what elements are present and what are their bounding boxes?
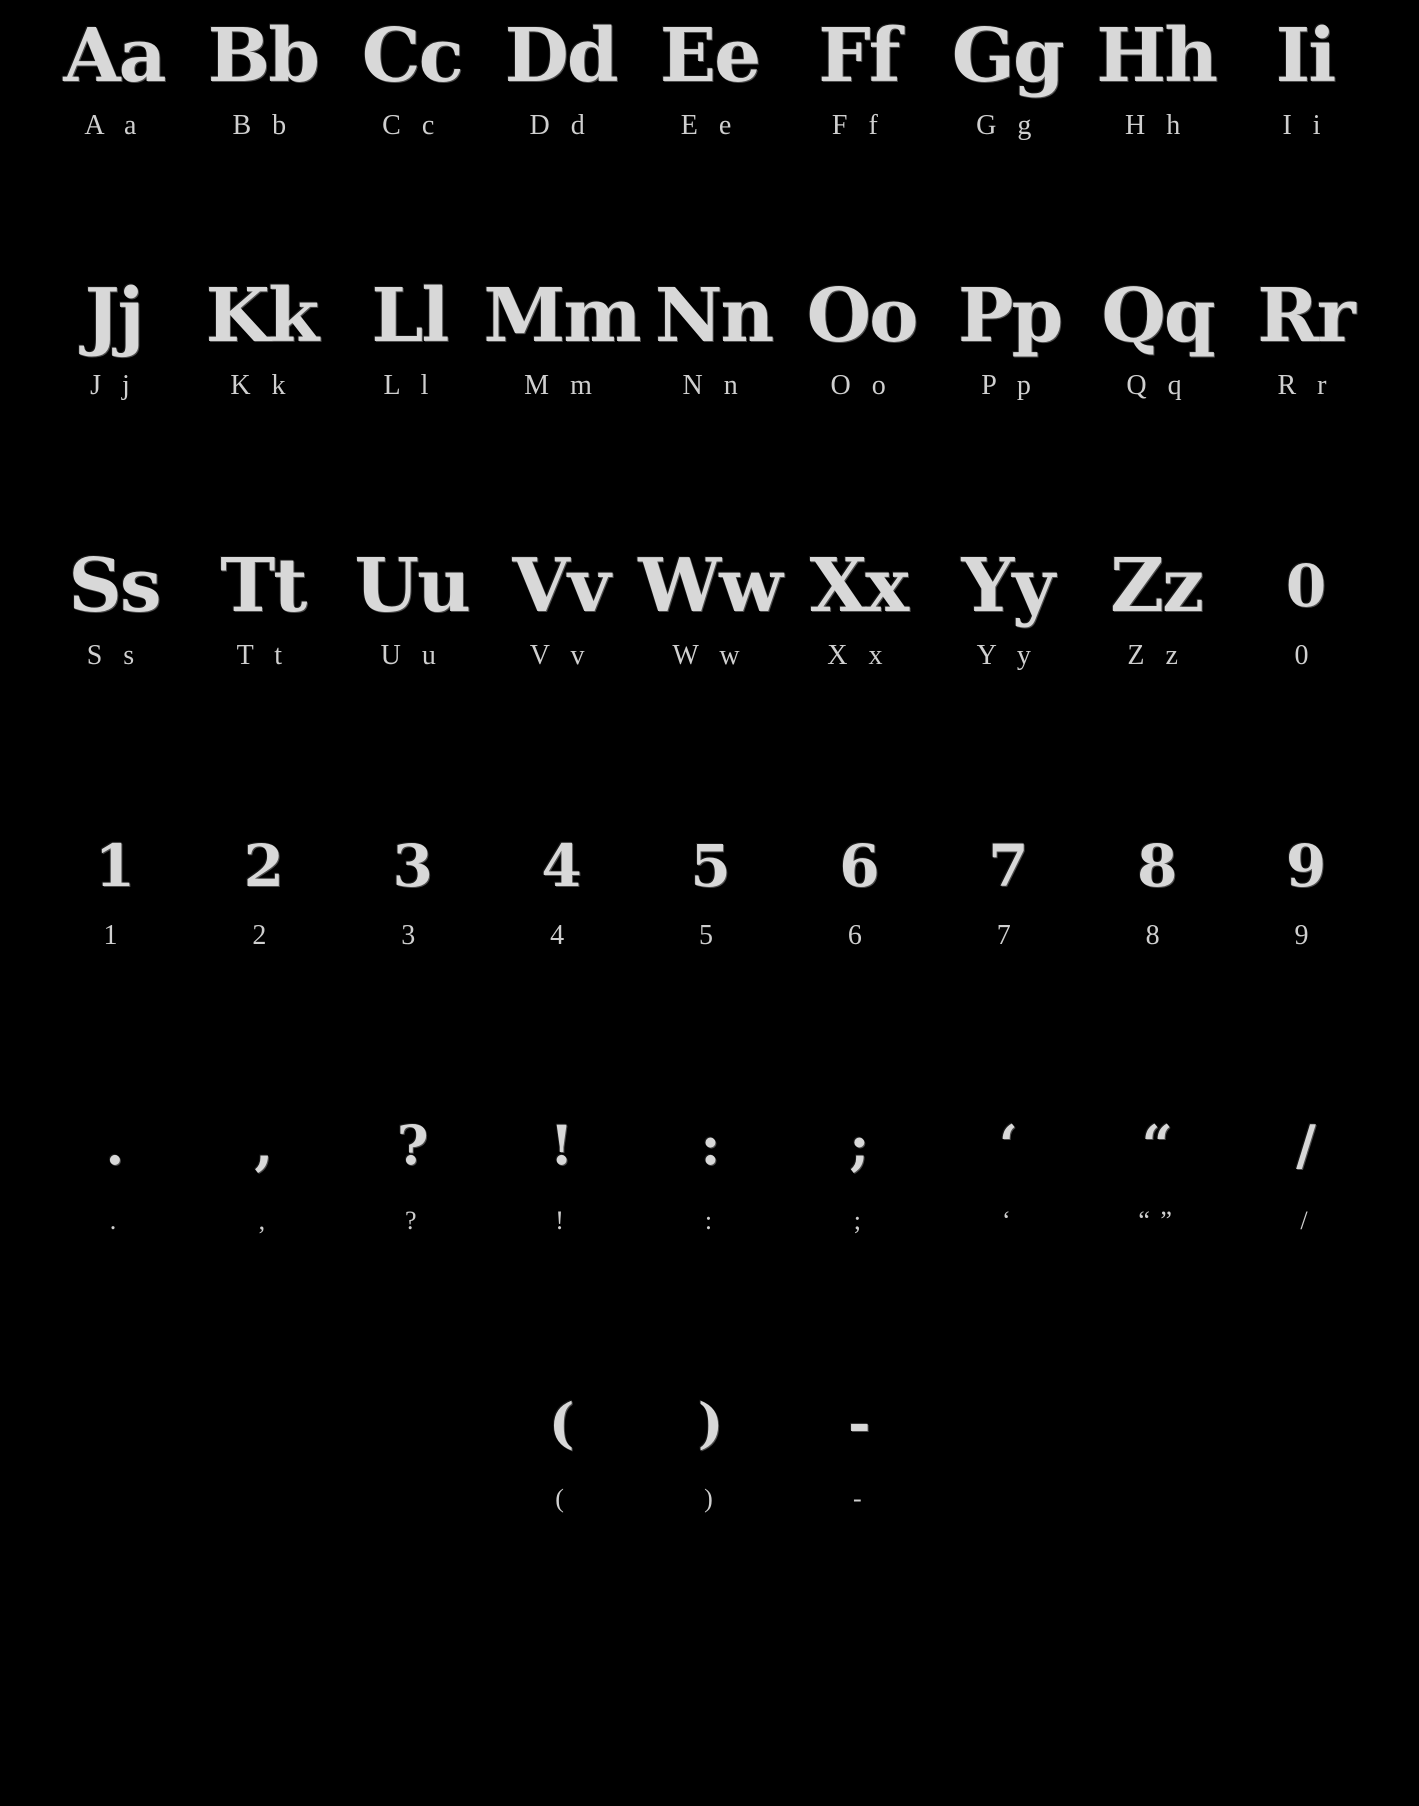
glyph-cell [933,538,1082,676]
glyph-label: P p [981,370,1038,401]
glyph-label: R r [1277,370,1334,401]
glyph-row [40,268,1380,406]
glyph-label: 0 [1294,640,1316,671]
glyph-label: D d [529,110,592,141]
glyph-label: J j [90,370,137,401]
glyph-display: “ [1141,1113,1171,1177]
glyph-cell [635,818,784,956]
glyph-label: ( [555,1484,566,1513]
glyph-cell [1082,1090,1231,1242]
glyph-display: 9 [1285,832,1325,900]
glyph-label: 5 [698,920,720,951]
glyph-label: G g [976,110,1039,141]
glyph-label: 8 [1145,920,1167,951]
glyph-label: . [109,1206,119,1235]
glyph-display: Zz [1110,543,1203,629]
glyph-label: 2 [252,920,274,951]
glyph-label: V v [529,640,592,671]
glyph-cell [486,1090,635,1242]
specimen-band-punctuation-secondary [0,1368,1419,1520]
glyph-label: H h [1125,110,1188,141]
glyph-display: 1 [94,832,134,900]
glyph-cell [1232,268,1380,406]
glyph-label: Q q [1126,370,1189,401]
glyph-label: U u [380,640,443,671]
glyph-display: Ii [1275,13,1335,99]
glyph-display: Qq [1101,273,1214,359]
glyph-cell [40,538,189,676]
glyph-cell [933,818,1082,956]
glyph-label: ! [555,1206,566,1235]
glyph-label: 9 [1294,920,1316,951]
glyph-cell [40,1368,189,1520]
glyph-label: W w [672,640,747,671]
glyph-label: B b [232,110,294,141]
glyph-label: : [704,1206,715,1235]
glyph-display: Oo [806,273,917,359]
glyph-display: Mm [483,273,640,359]
glyph-display: Bb [207,13,318,99]
glyph-cell [1084,268,1232,406]
glyph-display: Yy [961,543,1054,629]
glyph-display: 0 [1285,552,1325,620]
glyph-label: 4 [550,920,572,951]
glyph-display: Aa [63,13,165,99]
glyph-label: A a [84,110,144,141]
glyph-cell [784,538,933,676]
glyph-cell [933,1090,1082,1242]
glyph-label: O o [830,370,893,401]
glyph-display: ! [549,1113,572,1177]
glyph-row [40,538,1380,676]
glyph-cell [1231,1368,1380,1520]
glyph-row [40,1368,1380,1520]
glyph-row [40,1090,1380,1242]
glyph-label: K k [230,370,293,401]
glyph-display: / [1296,1113,1314,1177]
glyph-label: F f [831,110,885,141]
glyph-cell [788,268,936,406]
glyph-display: 8 [1136,832,1176,900]
glyph-cell [784,1090,933,1242]
glyph-display: - [848,1391,869,1455]
glyph-cell [1231,538,1380,676]
glyph-cell [1082,8,1231,146]
glyph-cell [1082,818,1231,956]
specimen-band-letters-s-z-zero [0,538,1419,676]
glyph-label: C c [382,110,442,141]
glyph-display: . [105,1113,123,1177]
glyph-label: X x [827,640,890,671]
glyph-label: - [853,1484,864,1513]
glyph-cell [936,268,1084,406]
glyph-cell [486,8,635,146]
glyph-display: Cc [361,13,462,99]
glyph-label: / [1300,1206,1310,1235]
glyph-label: “ ” [1138,1206,1174,1235]
glyph-cell [187,268,335,406]
glyph-cell [640,268,788,406]
specimen-band-letters-a-i [0,8,1419,146]
glyph-display: Uu [354,543,469,629]
glyph-display: Tt [220,543,306,629]
glyph-cell [486,1368,635,1520]
glyph-label: 7 [996,920,1018,951]
glyph-label: N n [682,370,745,401]
glyph-cell [337,1368,486,1520]
glyph-cell [483,268,639,406]
glyph-display: ; [849,1113,868,1177]
glyph-display: ‘ [998,1113,1016,1177]
glyph-cell [337,8,486,146]
glyph-label: T t [236,640,290,671]
glyph-cell [188,1368,337,1520]
glyph-cell [1231,818,1380,956]
glyph-display: 2 [243,832,282,900]
glyph-cell [188,818,337,956]
glyph-cell [486,538,635,676]
glyph-cell [635,538,784,676]
glyph-display: Vv [512,543,609,629]
glyph-display: 5 [690,832,729,900]
glyph-display: 4 [541,832,580,900]
glyph-display: Dd [504,13,617,99]
glyph-label: M m [524,370,599,401]
glyph-display: Rr [1257,273,1354,359]
glyph-label: ? [404,1206,419,1235]
glyph-cell [933,8,1082,146]
glyph-display: Ww [638,543,781,629]
glyph-cell [784,1368,933,1520]
glyph-label: S s [86,640,142,671]
glyph-display: Ee [659,13,760,99]
glyph-label: Z z [1127,640,1185,671]
glyph-label: ; [853,1206,863,1235]
glyph-cell [635,8,784,146]
glyph-label: E e [680,110,739,141]
glyph-label: ‘ [1001,1206,1013,1235]
glyph-display: ) [697,1391,722,1455]
glyph-display: : [700,1113,719,1177]
glyph-cell [335,268,483,406]
glyph-cell [40,1090,189,1242]
glyph-label: 3 [401,920,423,951]
glyph-cell [188,8,337,146]
glyph-cell [337,818,486,956]
glyph-cell [1082,1368,1231,1520]
glyph-cell [1082,538,1231,676]
glyph-display: Gg [951,13,1063,99]
glyph-cell [933,1368,1082,1520]
specimen-band-punctuation-primary [0,1090,1419,1242]
glyph-label: Y y [976,640,1038,671]
glyph-cell [1231,1090,1380,1242]
glyph-cell [784,8,933,146]
glyph-row [40,818,1380,956]
glyph-display: ? [396,1113,427,1177]
glyph-cell [337,538,486,676]
glyph-cell [188,538,337,676]
glyph-cell [635,1090,784,1242]
glyph-display: , [254,1113,272,1177]
glyph-cell [635,1368,784,1520]
glyph-display: 7 [988,832,1027,900]
glyph-row [40,8,1380,146]
glyph-cell [40,818,189,956]
glyph-label: 6 [847,920,869,951]
glyph-label: , [258,1206,268,1235]
glyph-display: Ff [818,13,899,99]
glyph-display: Ll [371,273,448,359]
glyph-cell [784,818,933,956]
glyph-cell [40,8,189,146]
glyph-display: 6 [839,832,878,900]
glyph-display: Jj [84,273,143,359]
glyph-display: 3 [392,832,431,900]
glyph-cell [1231,8,1380,146]
glyph-label: ) [704,1484,715,1513]
glyph-display: Ss [68,543,160,629]
glyph-label: 1 [103,920,125,951]
glyph-display: Hh [1096,13,1217,99]
glyph-display: Pp [957,273,1062,359]
glyph-display: Nn [654,273,773,359]
glyph-display: ( [548,1391,573,1455]
glyph-label: L l [383,370,436,401]
glyph-cell [40,268,188,406]
glyph-cell [188,1090,337,1242]
specimen-band-letters-j-r [0,268,1419,406]
glyph-display: Xx [809,543,908,629]
glyph-display: Kk [205,273,318,359]
glyph-cell [486,818,635,956]
glyph-cell [337,1090,486,1242]
specimen-band-numerals [0,818,1419,956]
glyph-label: I i [1282,110,1328,141]
